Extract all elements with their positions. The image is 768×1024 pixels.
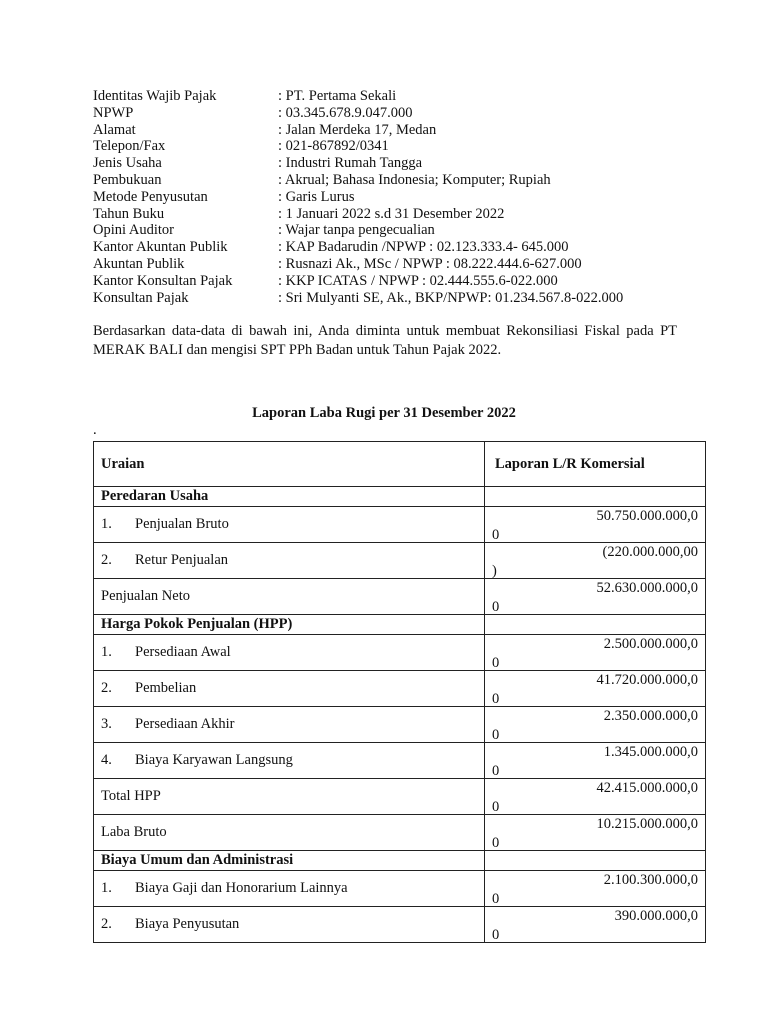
row-value: 41.720.000.000,0 xyxy=(596,672,698,688)
row-value-cell xyxy=(485,635,706,671)
row-value: (220.000.000,00 xyxy=(602,544,698,560)
row-label: Laba Bruto xyxy=(101,824,167,840)
identity-row xyxy=(93,290,623,307)
table-row xyxy=(94,543,706,579)
identity-label: Pembukuan xyxy=(93,171,162,188)
identity-label: Telepon/Fax xyxy=(93,138,166,155)
row-label-cell xyxy=(94,487,485,507)
section-header-row xyxy=(94,851,706,871)
row-value-cell xyxy=(485,507,706,543)
table-header-row xyxy=(94,442,706,487)
identity-value: : PT. Pertama Sekali xyxy=(278,88,397,104)
row-value-cell xyxy=(485,543,706,579)
identity-label: Akuntan Publik xyxy=(93,255,185,272)
identity-row xyxy=(93,172,623,189)
identity-row xyxy=(93,155,623,172)
row-value-cell xyxy=(485,579,706,615)
row-value-wrap: 0 xyxy=(492,891,500,907)
stray-dot: . xyxy=(93,422,97,438)
row-value: 52.630.000.000,0 xyxy=(596,580,698,596)
row-value-cell xyxy=(485,671,706,707)
table-row xyxy=(94,635,706,671)
identity-label: Kantor Akuntan Publik xyxy=(93,239,228,256)
identity-value: : 021-867892/0341 xyxy=(278,138,389,155)
identity-row xyxy=(93,189,623,206)
row-label: Pembelian xyxy=(135,680,197,696)
row-label-cell xyxy=(94,871,485,907)
row-index: 1. xyxy=(101,880,112,896)
row-index: 4. xyxy=(101,752,112,768)
row-value-wrap: 0 xyxy=(492,691,500,707)
table-row xyxy=(94,743,706,779)
row-value-cell xyxy=(485,907,706,943)
identity-row xyxy=(93,256,623,273)
identity-row xyxy=(93,273,623,290)
row-value: 1.345.000.000,0 xyxy=(603,744,698,760)
row-label-cell xyxy=(94,707,485,743)
row-label: Persediaan Awal xyxy=(135,644,231,660)
instruction-paragraph: Berdasarkan data-data di bawah ini, Anda diminta untuk membuat Rekonsiliasi Fiskal pada PT MERAK BALI dan mengisi SPT PPh Badan untuk Tahun Pajak 2022. xyxy=(93,323,677,358)
row-value-cell xyxy=(485,815,706,851)
row-value: 10.215.000.000,0 xyxy=(596,816,698,832)
table-row xyxy=(94,779,706,815)
row-index: 1. xyxy=(101,516,112,532)
row-label: Biaya Gaji dan Honorarium Lainnya xyxy=(135,880,348,896)
row-value-wrap: 0 xyxy=(492,527,500,543)
row-label: Harga Pokok Penjualan (HPP) xyxy=(101,616,293,632)
row-value: 42.415.000.000,0 xyxy=(596,780,698,796)
table-row xyxy=(94,671,706,707)
row-value-wrap: 0 xyxy=(492,835,500,851)
identity-label: Identitas Wajib Pajak xyxy=(93,88,217,104)
row-label: Penjualan Bruto xyxy=(135,516,229,532)
row-label-cell xyxy=(94,907,485,943)
row-value-wrap: 0 xyxy=(492,763,500,779)
identity-label: Konsultan Pajak xyxy=(93,289,189,306)
identity-value: : 1 Januari 2022 s.d 31 Desember 2022 xyxy=(278,205,505,222)
row-label: Retur Penjualan xyxy=(135,552,229,568)
row-label-cell xyxy=(94,815,485,851)
row-index: 2. xyxy=(101,916,112,932)
identity-value: : 03.345.678.9.047.000 xyxy=(278,104,413,121)
identity-row xyxy=(93,138,623,155)
row-value: 2.100.300.000,0 xyxy=(603,872,698,888)
identity-label: NPWP xyxy=(93,104,134,121)
row-value: 2.350.000.000,0 xyxy=(603,708,698,724)
report-title: Laporan Laba Rugi per 31 Desember 2022 xyxy=(252,405,516,421)
row-index: 1. xyxy=(101,644,112,660)
row-value-wrap: 0 xyxy=(492,655,500,671)
row-value-cell xyxy=(485,779,706,815)
section-header-row xyxy=(94,487,706,507)
row-value-cell xyxy=(485,851,706,871)
row-label-cell xyxy=(94,671,485,707)
row-label: Penjualan Neto xyxy=(101,588,190,604)
row-value: 390.000.000,0 xyxy=(614,908,698,924)
identity-row xyxy=(93,88,623,105)
identity-row xyxy=(93,105,623,122)
table-row xyxy=(94,579,706,615)
identity-value: : Industri Rumah Tangga xyxy=(278,155,423,172)
row-value-wrap: 0 xyxy=(492,799,500,815)
row-label-cell xyxy=(94,635,485,671)
identity-value: : Wajar tanpa pengecualian xyxy=(278,222,435,239)
row-value-wrap: 0 xyxy=(492,727,500,743)
identity-value: : Garis Lurus xyxy=(278,188,355,205)
table-row xyxy=(94,815,706,851)
row-value-cell xyxy=(485,487,706,507)
row-value-wrap: 0 xyxy=(492,599,500,615)
identity-value: : Jalan Merdeka 17, Medan xyxy=(278,121,437,138)
identity-label: Jenis Usaha xyxy=(93,155,162,172)
identity-label: Alamat xyxy=(93,121,136,138)
row-value: 2.500.000.000,0 xyxy=(603,636,698,652)
table-row xyxy=(94,907,706,943)
row-label-cell xyxy=(94,743,485,779)
row-value-wrap: 0 xyxy=(492,927,500,943)
header-uraian: Uraian xyxy=(94,442,485,487)
row-value-cell xyxy=(485,871,706,907)
income-statement-table xyxy=(93,441,706,943)
row-value-cell xyxy=(485,615,706,635)
identity-value: : KKP ICATAS / NPWP : 02.444.555.6-022.000 xyxy=(278,272,558,289)
identity-row xyxy=(93,122,623,139)
row-value-cell xyxy=(485,707,706,743)
row-value-wrap: ) xyxy=(492,563,497,579)
row-label-cell xyxy=(94,543,485,579)
identity-row xyxy=(93,222,623,239)
row-label-cell xyxy=(94,579,485,615)
row-label-cell xyxy=(94,615,485,635)
row-label: Biaya Karyawan Langsung xyxy=(135,752,293,768)
row-label-cell xyxy=(94,851,485,871)
row-index: 3. xyxy=(101,716,112,732)
header-komersial: Laporan L/R Komersial xyxy=(485,442,706,487)
identity-label: Metode Penyusutan xyxy=(93,188,208,205)
row-label: Persediaan Akhir xyxy=(135,716,235,732)
row-index: 2. xyxy=(101,680,112,696)
identity-row xyxy=(93,206,623,223)
identity-label: Kantor Konsultan Pajak xyxy=(93,272,233,289)
row-label: Biaya Umum dan Administrasi xyxy=(101,852,294,868)
row-label: Biaya Penyusutan xyxy=(135,916,240,932)
table-row xyxy=(94,707,706,743)
identity-value: : Akrual; Bahasa Indonesia; Komputer; Rupiah xyxy=(278,171,551,188)
identity-value: : KAP Badarudin /NPWP : 02.123.333.4- 645.000 xyxy=(278,239,569,256)
taxpayer-identity xyxy=(93,88,623,306)
row-value: 50.750.000.000,0 xyxy=(596,508,698,524)
identity-value: : Sri Mulyanti SE, Ak., BKP/NPWP: 01.234.567.8-022.000 xyxy=(278,289,624,306)
section-header-row xyxy=(94,615,706,635)
identity-label: Opini Auditor xyxy=(93,222,174,239)
row-label: Peredaran Usaha xyxy=(101,488,209,504)
table-row xyxy=(94,507,706,543)
identity-label: Tahun Buku xyxy=(93,205,165,222)
row-label-cell xyxy=(94,779,485,815)
row-value-cell xyxy=(485,743,706,779)
row-label-cell xyxy=(94,507,485,543)
identity-row xyxy=(93,239,623,256)
row-index: 2. xyxy=(101,552,112,568)
row-label: Total HPP xyxy=(101,788,161,804)
table-row xyxy=(94,871,706,907)
identity-value: : Rusnazi Ak., MSc / NPWP : 08.222.444.6-627.000 xyxy=(278,255,582,272)
